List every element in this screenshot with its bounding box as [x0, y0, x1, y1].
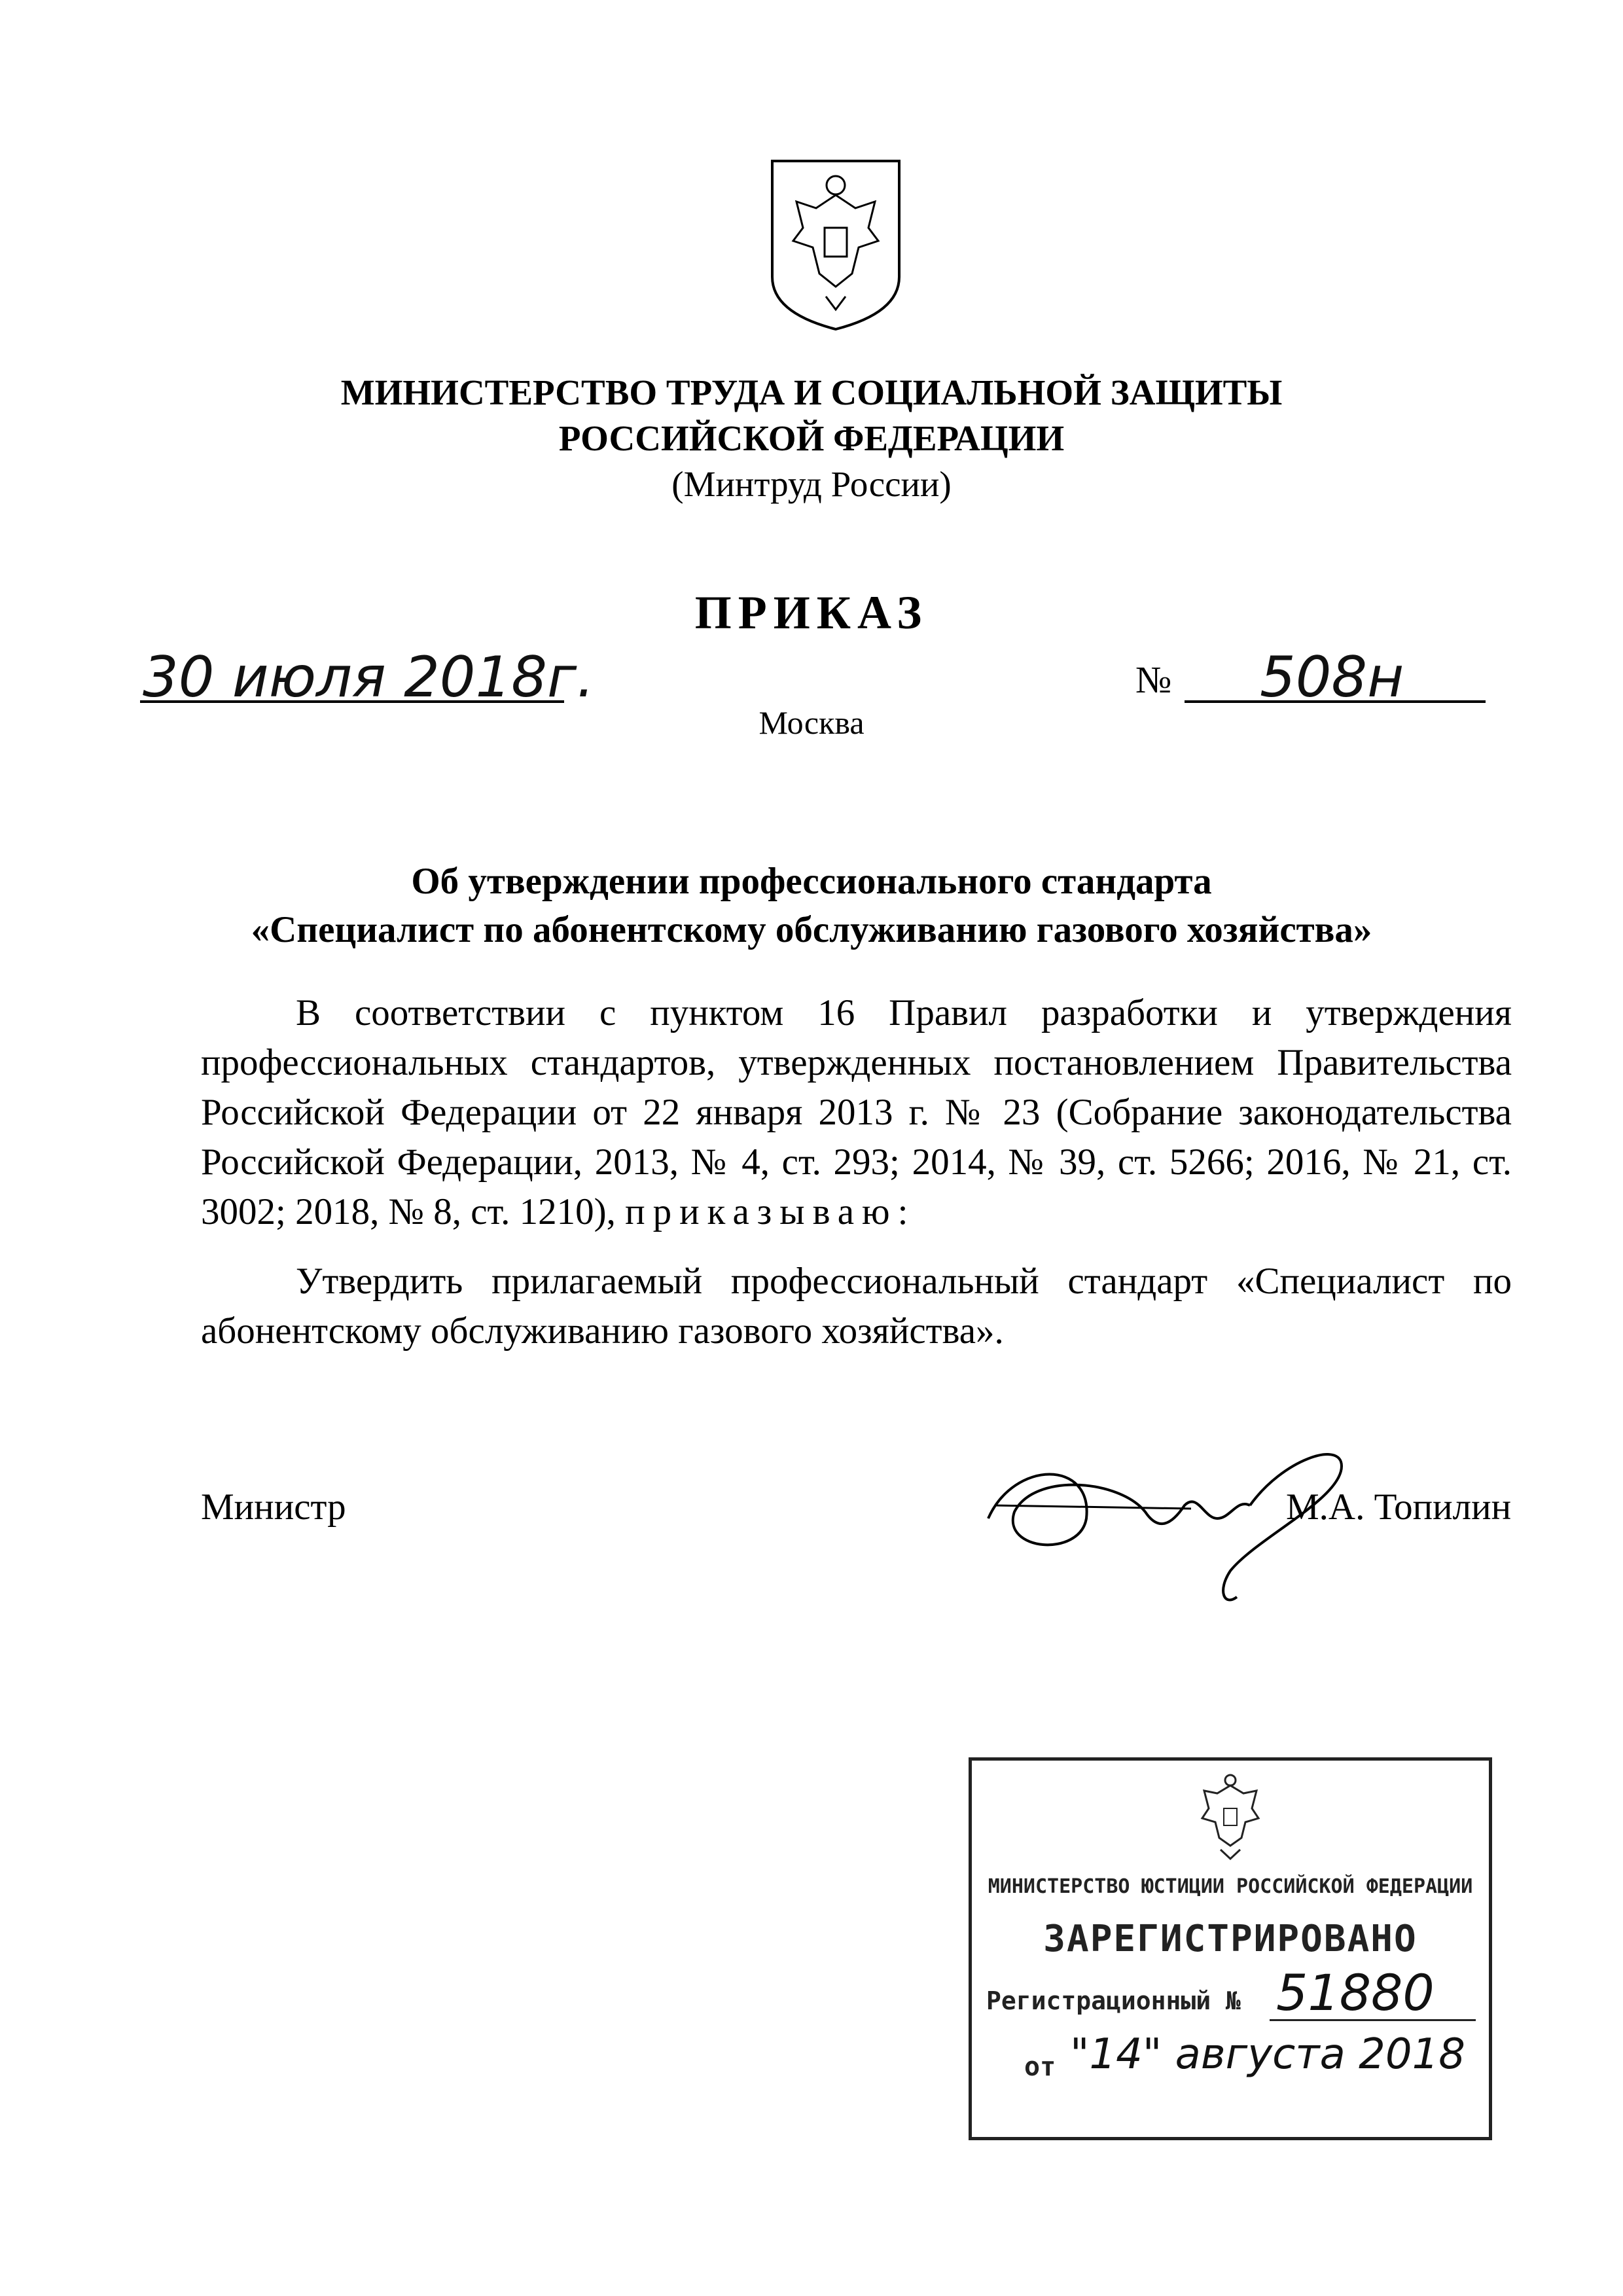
stamp-number-underline [1270, 2019, 1476, 2021]
number-underline [1185, 700, 1486, 703]
stamp-registration-number: 51880 [1276, 1964, 1435, 2022]
stamp-emblem [1194, 1772, 1266, 1864]
order-subject-line1: Об утверждении профессионального стандарта [411, 861, 1212, 902]
registration-stamp [969, 1757, 1492, 2140]
stamp-registration-label: Регистрационный № [986, 1986, 1241, 2015]
ministry-short-name: (Минтруд России) [671, 464, 952, 504]
order-date-handwritten: 30 июля 2018г. [143, 645, 595, 710]
stamp-date-prefix: от [1024, 2052, 1056, 2082]
order-number-handwritten: 508н [1260, 645, 1404, 710]
order-command: приказываю: [625, 1191, 916, 1232]
stamp-date-handwritten: "14" августа 2018 [1070, 2030, 1465, 2079]
number-sign: № [1135, 658, 1172, 701]
stamp-status: ЗАРЕГИСТРИРОВАНО [1043, 1918, 1418, 1960]
order-subject [0, 857, 1623, 954]
coat-of-arms-emblem [767, 156, 904, 332]
date-underline [140, 700, 564, 703]
issue-city: Москва [758, 704, 865, 741]
stamp-ministry: МИНИСТЕРСТВО ЮСТИЦИИ РОССИЙСКОЙ ФЕДЕРАЦИИ [988, 1875, 1473, 1898]
ministry-name-line1: МИНИСТЕРСТВО ТРУДА И СОЦИАЛЬНОЙ ЗАЩИТЫ [340, 372, 1283, 412]
order-subject-line2: «Специалист по абонентскому обслуживанию газового хозяйства» [251, 909, 1372, 950]
document-title: ПРИКАЗ [694, 586, 929, 639]
signatory-name: М.А. Топилин [1286, 1486, 1512, 1528]
body-paragraph-2: Утвердить прилагаемый профессиональный стандарт «Специалист по абонентскому обслуживанию газового хозяйства». [201, 1261, 1512, 1352]
paragraph-1-text: В соответствии с пунктом 16 Правил разработки и утверждения профессиональных стандартов, утвержденных постановлением Правительства Российской Федерации от 22 января 2013 г. № 23 (Собрание законодательства Российской Федерации, 2013, № 4, ст. 293; 2014, № 39, ст. 5266; 2016, № 21, ст. 3002; 2018, № 8, ст. 1210), [201, 992, 1512, 1232]
body-paragraph-1 [201, 988, 1512, 1237]
ministry-name-line2: РОССИЙСКОЙ ФЕДЕРАЦИИ [558, 418, 1065, 458]
signatory-position: Министр [201, 1486, 346, 1528]
